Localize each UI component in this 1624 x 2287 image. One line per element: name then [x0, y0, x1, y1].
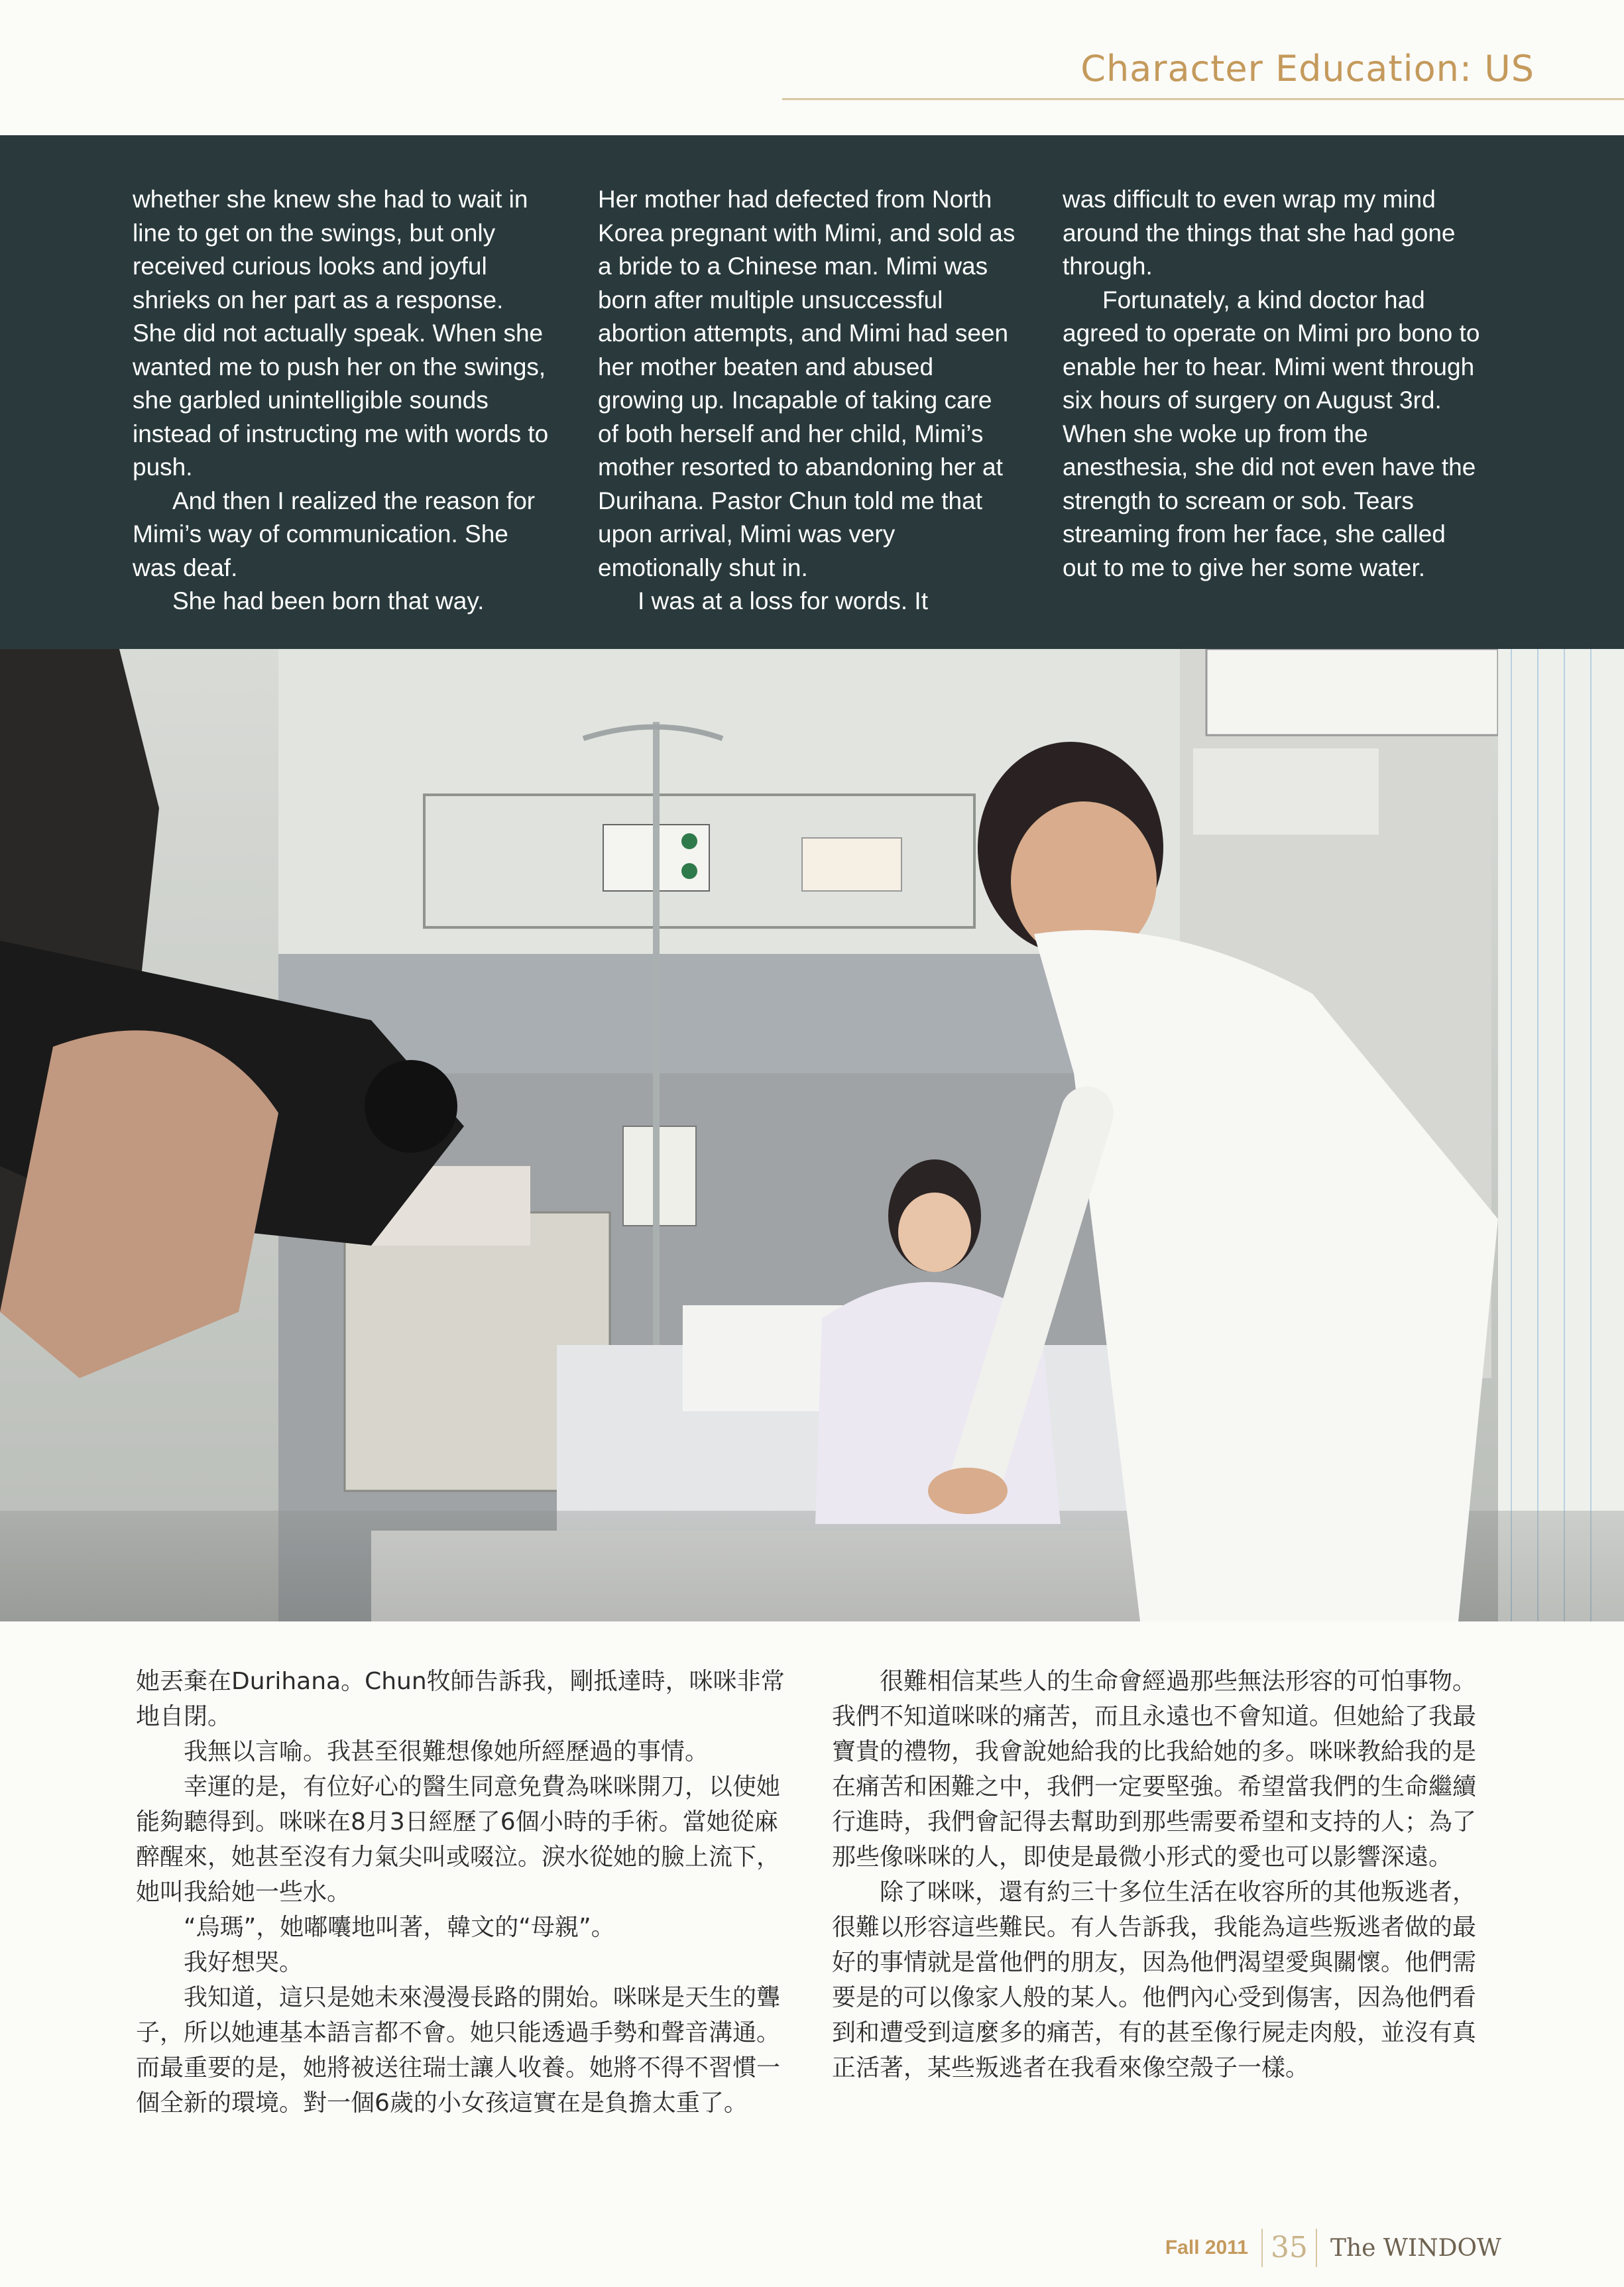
page-footer [1165, 2229, 1501, 2267]
paragraph: 她丟棄在Durihana。Chun牧師告訴我，剛抵達時，咪咪非常地自閉。 [136, 1668, 785, 1730]
paragraph: 除了咪咪，還有約三十多位生活在收容所的其他叛逃者，很難以形容這些難民。有人告訴我，我能為這些叛逃者做的最好的事情就是當他們的朋友，因為他們渴望愛與關懷。他們需要是的可以像家人般的某人。他們內心受到傷害，因為他們看到和遭受到這麼多的痛苦，有的甚至像行屍走肉般，並沒有真正活著，某些叛逃者在我看來像空殼子一樣。 [832, 1879, 1477, 2082]
paragraph: 我好想哭。 [184, 1949, 304, 1976]
english-text-band [0, 135, 1624, 649]
english-column-3 [1063, 183, 1483, 585]
magazine-name: The WINDOW [1330, 2234, 1501, 2262]
paragraph: 我知道，這只是她未來漫漫長路的開始。咪咪是天生的聾子，所以她連基本語言都不會。她只能透過手勢和聲音溝通。而最重要的是，她將被送往瑞士讓人收養。她將不得不習慣一個全新的環境。對一個6歲的小女孩這實在是負擔太重了。 [136, 1984, 781, 2117]
paragraph: And then I realized the reason for Mimi’s way of communication. She was deaf. [133, 487, 536, 581]
english-column-1 [133, 183, 553, 618]
paragraph: “烏瑪”，她嘟囔地叫著，韓文的“母親”。 [184, 1914, 615, 1941]
paragraph: 幸運的是，有位好心的醫生同意免費為咪咪開刀，以使她能夠聽得到。咪咪在8月3日經歷了6個小時的手術。當她從麻醉醒來，她甚至沒有力氣尖叫或啜泣。淚水從她的臉上流下，她叫我給她一些水。 [136, 1773, 781, 1906]
page-number: 35 [1261, 2229, 1317, 2267]
paragraph: was difficult to even wrap my mind around the things that she had gone through. [1063, 186, 1456, 280]
paragraph: whether she knew she had to wait in line to get on the swings, but only received curious looks and joyful shrieks on her part as a response. She did not actually speak. When she wanted me to push her on the swings, she garbled unintelligible sounds instead of instructing me with words to push. [133, 186, 549, 481]
paragraph: She had been born that way. [172, 587, 485, 615]
chinese-column-1 [136, 1664, 799, 2121]
paragraph: I was at a loss for words. It [638, 587, 928, 615]
issue-season: Fall 2011 [1165, 2237, 1248, 2258]
paragraph: Fortunately, a kind doctor had agreed to operate on Mimi pro bono to enable her to hear. Mimi went through six hours of surgery on August 3rd. When she woke up from the anesthesia, she did not even have the strength to scream or sob. Tears streaming from her face, she called out to me to give her some water. [1063, 286, 1480, 581]
section-title: Character Education: US [1080, 48, 1535, 89]
header-rule [782, 98, 1624, 100]
hospital-photo [0, 649, 1624, 1621]
paragraph: Her mother had defected from North Korea pregnant with Mimi, and sold as a bride to a Chinese man. Mimi was born after multiple unsuccessful abortion attempts, and Mimi had seen her mother beaten and abused growing up. Incapable of taking care of both herself and her child, Mimi’s mother resorted to abandoning her at Durihana. Pastor Chun told me that upon arrival, Mimi was very emotionally shut in. [598, 186, 1015, 581]
paragraph: 我無以言喻。我甚至很難想像她所經歷過的事情。 [184, 1738, 709, 1765]
paragraph: 很難相信某些人的生命會經過那些無法形容的可怕事物。我們不知道咪咪的痛苦，而且永遠也不會知道。但她給了我最寶貴的禮物，我會說她給我的比我給她的多。咪咪教給我的是在痛苦和困難之中，我們一定要堅強。希望當我們的生命繼續行進時，我們會記得去幫助到那些需要希望和支持的人；為了那些像咪咪的人，即使是最微小形式的愛也可以影響深遠。 [832, 1668, 1477, 1871]
english-column-2 [598, 183, 1019, 618]
chinese-column-2 [832, 1664, 1495, 2085]
